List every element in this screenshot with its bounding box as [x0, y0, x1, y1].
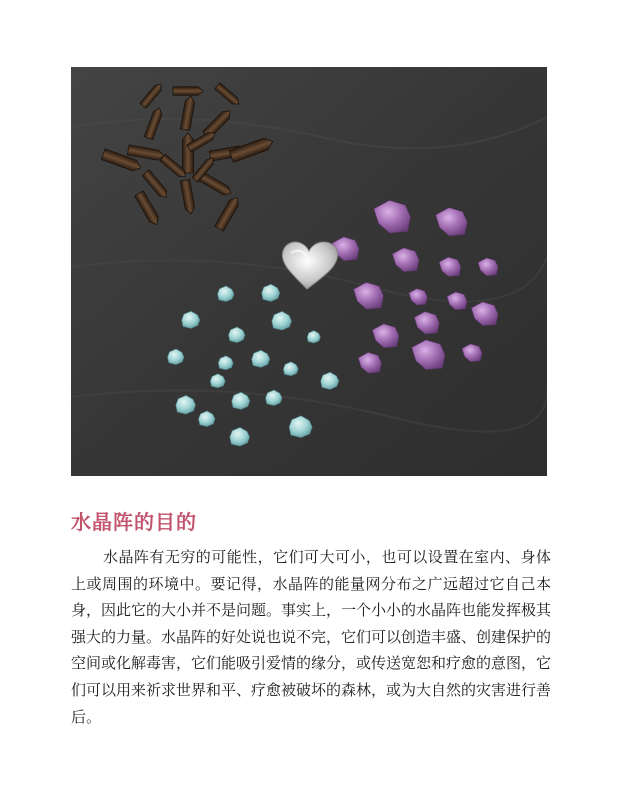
- crystal-grid-photo: [71, 67, 547, 476]
- smoky-quartz-point: [173, 87, 203, 95]
- body-paragraph: 水晶阵有无穷的可能性，它们可大可小，也可以设置在室内、身体上或周围的环境中。要记得，水晶阵的能量网分布之广远超过它自己本身，因此它的大小并不是问题。事实上，一个小小的水晶阵也能发挥极其强大的力量。水晶阵的好处说也说不完，它们可以创造丰盛、创建保护的空间或化解毒害，它们能吸引爱情的缘分，或传送宽恕和疗愈的意图，它们可以用来祈求世界和平、疗愈被破坏的森林，或为大自然的灾害进行善后。: [71, 548, 552, 726]
- crystal-grid-image: [71, 67, 547, 476]
- section-heading: 水晶阵的目的: [71, 510, 197, 534]
- smoky-quartz-point: [182, 133, 193, 173]
